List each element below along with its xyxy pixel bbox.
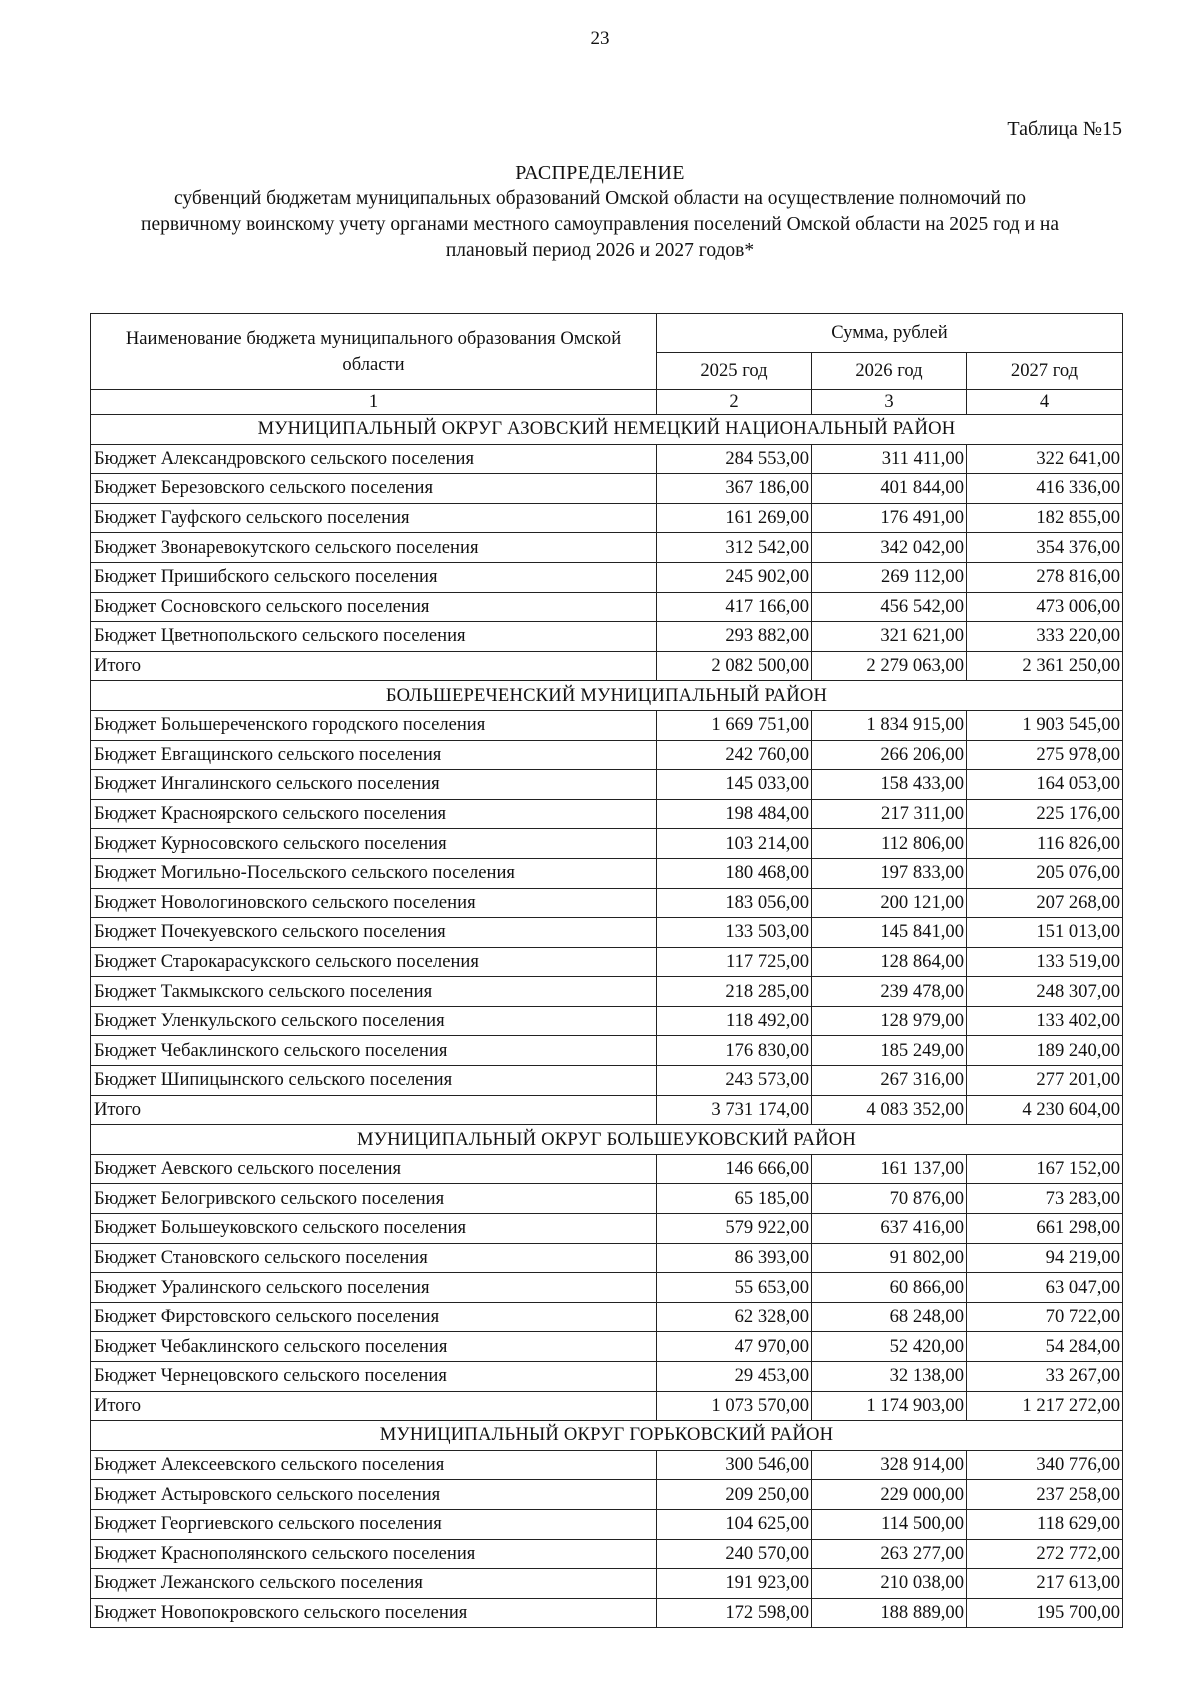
table-row bbox=[91, 1036, 1123, 1066]
amount-2027: 94 219,00 bbox=[967, 1243, 1123, 1273]
table-row bbox=[91, 1598, 1123, 1628]
amount-2027: 33 267,00 bbox=[967, 1362, 1123, 1392]
amount-2027: 354 376,00 bbox=[967, 533, 1123, 563]
budget-name: Бюджет Березовского сельского поселения bbox=[91, 474, 657, 504]
amount-2027: 70 722,00 bbox=[967, 1302, 1123, 1332]
total-row bbox=[91, 1391, 1123, 1421]
amount-2026: 1 834 915,00 bbox=[812, 710, 967, 740]
amount-2026: 4 083 352,00 bbox=[812, 1095, 967, 1125]
table-row bbox=[91, 1154, 1123, 1184]
amount-2027: 182 855,00 bbox=[967, 503, 1123, 533]
budget-name: Итого bbox=[91, 651, 657, 681]
amount-2027: 207 268,00 bbox=[967, 888, 1123, 918]
section-title: МУНИЦИПАЛЬНЫЙ ОКРУГ АЗОВСКИЙ НЕМЕЦКИЙ НАЦИОНАЛЬНЫЙ РАЙОН bbox=[91, 415, 1123, 445]
amount-2025: 55 653,00 bbox=[657, 1273, 812, 1303]
document-title bbox=[100, 160, 1100, 264]
amount-2026: 32 138,00 bbox=[812, 1362, 967, 1392]
amount-2027: 195 700,00 bbox=[967, 1598, 1123, 1628]
amount-2026: 210 038,00 bbox=[812, 1569, 967, 1599]
budget-name: Бюджет Могильно-Посельского сельского поселения bbox=[91, 858, 657, 888]
table-row bbox=[91, 1214, 1123, 1244]
table-row bbox=[91, 1243, 1123, 1273]
amount-2026: 145 841,00 bbox=[812, 918, 967, 948]
budget-name: Бюджет Белогривского сельского поселения bbox=[91, 1184, 657, 1214]
amount-2025: 29 453,00 bbox=[657, 1362, 812, 1392]
amount-2026: 2 279 063,00 bbox=[812, 651, 967, 681]
amount-2027: 167 152,00 bbox=[967, 1154, 1123, 1184]
amount-2026: 311 411,00 bbox=[812, 444, 967, 474]
amount-2026: 52 420,00 bbox=[812, 1332, 967, 1362]
amount-2027: 277 201,00 bbox=[967, 1066, 1123, 1096]
amount-2025: 218 285,00 bbox=[657, 977, 812, 1007]
table-row bbox=[91, 1006, 1123, 1036]
amount-2025: 118 492,00 bbox=[657, 1006, 812, 1036]
budget-name: Бюджет Уралинского сельского поселения bbox=[91, 1273, 657, 1303]
amount-2027: 473 006,00 bbox=[967, 592, 1123, 622]
amount-2027: 1 903 545,00 bbox=[967, 710, 1123, 740]
column-number: 1 bbox=[91, 390, 657, 415]
amount-2026: 321 621,00 bbox=[812, 622, 967, 652]
amount-2026: 197 833,00 bbox=[812, 858, 967, 888]
budget-name: Бюджет Становского сельского поселения bbox=[91, 1243, 657, 1273]
amount-2026: 91 802,00 bbox=[812, 1243, 967, 1273]
table-row bbox=[91, 799, 1123, 829]
amount-2026: 128 979,00 bbox=[812, 1006, 967, 1036]
amount-2025: 579 922,00 bbox=[657, 1214, 812, 1244]
title-line: первичному воинскому учету органами местного самоуправления поселений Омской области на 2025 год и на bbox=[141, 214, 1059, 235]
amount-2025: 146 666,00 bbox=[657, 1154, 812, 1184]
table-number: Таблица №15 bbox=[1007, 118, 1122, 140]
amount-2026: 158 433,00 bbox=[812, 770, 967, 800]
page-number: 23 bbox=[590, 28, 610, 49]
amount-2025: 117 725,00 bbox=[657, 947, 812, 977]
column-header-sum: Сумма, рублей bbox=[657, 314, 1123, 353]
amount-2027: 322 641,00 bbox=[967, 444, 1123, 474]
budget-name: Бюджет Большеуковского сельского поселения bbox=[91, 1214, 657, 1244]
budget-name: Бюджет Большереченского городского поселения bbox=[91, 710, 657, 740]
amount-2025: 1 073 570,00 bbox=[657, 1391, 812, 1421]
amount-2025: 104 625,00 bbox=[657, 1509, 812, 1539]
amount-2026: 401 844,00 bbox=[812, 474, 967, 504]
budget-name: Бюджет Старокарасукского сельского поселения bbox=[91, 947, 657, 977]
budget-name: Бюджет Сосновского сельского поселения bbox=[91, 592, 657, 622]
column-header-year: 2025 год bbox=[657, 353, 812, 390]
amount-2025: 191 923,00 bbox=[657, 1569, 812, 1599]
amount-2026: 200 121,00 bbox=[812, 888, 967, 918]
amount-2025: 86 393,00 bbox=[657, 1243, 812, 1273]
budget-name: Бюджет Краснополянского сельского поселения bbox=[91, 1539, 657, 1569]
amount-2026: 161 137,00 bbox=[812, 1154, 967, 1184]
amount-2025: 240 570,00 bbox=[657, 1539, 812, 1569]
column-header-year: 2026 год bbox=[812, 353, 967, 390]
table-row bbox=[91, 1509, 1123, 1539]
amount-2027: 278 816,00 bbox=[967, 562, 1123, 592]
amount-2025: 367 186,00 bbox=[657, 474, 812, 504]
budget-name: Бюджет Ингалинского сельского поселения bbox=[91, 770, 657, 800]
table-row bbox=[91, 829, 1123, 859]
amount-2027: 4 230 604,00 bbox=[967, 1095, 1123, 1125]
amount-2025: 209 250,00 bbox=[657, 1480, 812, 1510]
table-row bbox=[91, 1332, 1123, 1362]
amount-2026: 60 866,00 bbox=[812, 1273, 967, 1303]
amount-2026: 239 478,00 bbox=[812, 977, 967, 1007]
amount-2026: 217 311,00 bbox=[812, 799, 967, 829]
amount-2027: 189 240,00 bbox=[967, 1036, 1123, 1066]
amount-2027: 205 076,00 bbox=[967, 858, 1123, 888]
table-row bbox=[91, 947, 1123, 977]
section-title: МУНИЦИПАЛЬНЫЙ ОКРУГ ГОРЬКОВСКИЙ РАЙОН bbox=[91, 1421, 1123, 1451]
amount-2025: 312 542,00 bbox=[657, 533, 812, 563]
amount-2026: 70 876,00 bbox=[812, 1184, 967, 1214]
table-row bbox=[91, 1569, 1123, 1599]
table-row bbox=[91, 1450, 1123, 1480]
amount-2027: 237 258,00 bbox=[967, 1480, 1123, 1510]
title-heading: РАСПРЕДЕЛЕНИЕ bbox=[515, 162, 685, 184]
section-row bbox=[91, 681, 1123, 711]
column-number: 4 bbox=[967, 390, 1123, 415]
amount-2025: 2 082 500,00 bbox=[657, 651, 812, 681]
table-row bbox=[91, 503, 1123, 533]
amount-2025: 133 503,00 bbox=[657, 918, 812, 948]
amount-2027: 1 217 272,00 bbox=[967, 1391, 1123, 1421]
budget-name: Бюджет Новологиновского сельского поселения bbox=[91, 888, 657, 918]
amount-2026: 328 914,00 bbox=[812, 1450, 967, 1480]
budget-name: Бюджет Чебаклинского сельского поселения bbox=[91, 1036, 657, 1066]
table-row bbox=[91, 918, 1123, 948]
budget-name: Бюджет Алексеевского сельского поселения bbox=[91, 1450, 657, 1480]
table-row bbox=[91, 533, 1123, 563]
table-row bbox=[91, 592, 1123, 622]
column-number: 3 bbox=[812, 390, 967, 415]
amount-2027: 416 336,00 bbox=[967, 474, 1123, 504]
amount-2025: 242 760,00 bbox=[657, 740, 812, 770]
amount-2026: 176 491,00 bbox=[812, 503, 967, 533]
table-row bbox=[91, 622, 1123, 652]
amount-2027: 133 519,00 bbox=[967, 947, 1123, 977]
column-header-name: Наименование бюджета муниципального образования Омской области bbox=[91, 314, 657, 390]
title-line: субвенций бюджетам муниципальных образований Омской области на осуществление полномочий по bbox=[173, 188, 1027, 209]
amount-2025: 65 185,00 bbox=[657, 1184, 812, 1214]
amount-2027: 54 284,00 bbox=[967, 1332, 1123, 1362]
budget-name: Бюджет Пришибского сельского поселения bbox=[91, 562, 657, 592]
amount-2026: 266 206,00 bbox=[812, 740, 967, 770]
table-row bbox=[91, 888, 1123, 918]
budget-name: Бюджет Почекуевского сельского поселения bbox=[91, 918, 657, 948]
budget-name: Бюджет Лежанского сельского поселения bbox=[91, 1569, 657, 1599]
amount-2026: 267 316,00 bbox=[812, 1066, 967, 1096]
table-row bbox=[91, 740, 1123, 770]
amount-2025: 300 546,00 bbox=[657, 1450, 812, 1480]
amount-2026: 128 864,00 bbox=[812, 947, 967, 977]
section-title: БОЛЬШЕРЕЧЕНСКИЙ МУНИЦИПАЛЬНЫЙ РАЙОН bbox=[91, 681, 1123, 711]
amount-2026: 229 000,00 bbox=[812, 1480, 967, 1510]
amount-2026: 263 277,00 bbox=[812, 1539, 967, 1569]
amount-2025: 245 902,00 bbox=[657, 562, 812, 592]
table-row bbox=[91, 1066, 1123, 1096]
table-row bbox=[91, 1480, 1123, 1510]
budget-name: Бюджет Аевского сельского поселения bbox=[91, 1154, 657, 1184]
amount-2027: 661 298,00 bbox=[967, 1214, 1123, 1244]
amount-2027: 116 826,00 bbox=[967, 829, 1123, 859]
amount-2027: 248 307,00 bbox=[967, 977, 1123, 1007]
subvention-table bbox=[90, 313, 1123, 1628]
amount-2027: 225 176,00 bbox=[967, 799, 1123, 829]
amount-2025: 47 970,00 bbox=[657, 1332, 812, 1362]
amount-2025: 103 214,00 bbox=[657, 829, 812, 859]
amount-2025: 183 056,00 bbox=[657, 888, 812, 918]
amount-2027: 164 053,00 bbox=[967, 770, 1123, 800]
amount-2026: 269 112,00 bbox=[812, 562, 967, 592]
amount-2025: 172 598,00 bbox=[657, 1598, 812, 1628]
budget-name: Бюджет Новопокровского сельского поселения bbox=[91, 1598, 657, 1628]
table-row bbox=[91, 1539, 1123, 1569]
amount-2027: 118 629,00 bbox=[967, 1509, 1123, 1539]
amount-2026: 456 542,00 bbox=[812, 592, 967, 622]
amount-2025: 1 669 751,00 bbox=[657, 710, 812, 740]
section-title: МУНИЦИПАЛЬНЫЙ ОКРУГ БОЛЬШЕУКОВСКИЙ РАЙОН bbox=[91, 1125, 1123, 1155]
amount-2027: 2 361 250,00 bbox=[967, 651, 1123, 681]
budget-name: Бюджет Курносовского сельского поселения bbox=[91, 829, 657, 859]
amount-2026: 112 806,00 bbox=[812, 829, 967, 859]
amount-2027: 340 776,00 bbox=[967, 1450, 1123, 1480]
section-row bbox=[91, 1421, 1123, 1451]
title-line: плановый период 2026 и 2027 годов* bbox=[445, 240, 755, 261]
amount-2025: 3 731 174,00 bbox=[657, 1095, 812, 1125]
amount-2026: 637 416,00 bbox=[812, 1214, 967, 1244]
amount-2027: 217 613,00 bbox=[967, 1569, 1123, 1599]
budget-name: Бюджет Гауфского сельского поселения bbox=[91, 503, 657, 533]
table-row bbox=[91, 977, 1123, 1007]
amount-2025: 180 468,00 bbox=[657, 858, 812, 888]
table-row bbox=[91, 1273, 1123, 1303]
amount-2026: 188 889,00 bbox=[812, 1598, 967, 1628]
table-row bbox=[91, 858, 1123, 888]
column-number: 2 bbox=[657, 390, 812, 415]
table-row bbox=[91, 710, 1123, 740]
amount-2027: 151 013,00 bbox=[967, 918, 1123, 948]
amount-2027: 63 047,00 bbox=[967, 1273, 1123, 1303]
table-body bbox=[91, 415, 1123, 1628]
table-row bbox=[91, 444, 1123, 474]
section-row bbox=[91, 1125, 1123, 1155]
amount-2025: 198 484,00 bbox=[657, 799, 812, 829]
amount-2025: 284 553,00 bbox=[657, 444, 812, 474]
amount-2026: 68 248,00 bbox=[812, 1302, 967, 1332]
amount-2026: 1 174 903,00 bbox=[812, 1391, 967, 1421]
amount-2027: 333 220,00 bbox=[967, 622, 1123, 652]
total-row bbox=[91, 1095, 1123, 1125]
amount-2025: 243 573,00 bbox=[657, 1066, 812, 1096]
budget-name: Бюджет Фирстовского сельского поселения bbox=[91, 1302, 657, 1332]
amount-2025: 417 166,00 bbox=[657, 592, 812, 622]
table-row bbox=[91, 1362, 1123, 1392]
amount-2027: 133 402,00 bbox=[967, 1006, 1123, 1036]
amount-2027: 272 772,00 bbox=[967, 1539, 1123, 1569]
budget-name: Бюджет Уленкульского сельского поселения bbox=[91, 1006, 657, 1036]
budget-name: Бюджет Чебаклинского сельского поселения bbox=[91, 1332, 657, 1362]
budget-name: Бюджет Чернецовского сельского поселения bbox=[91, 1362, 657, 1392]
amount-2025: 161 269,00 bbox=[657, 503, 812, 533]
budget-name: Бюджет Астыровского сельского поселения bbox=[91, 1480, 657, 1510]
amount-2025: 145 033,00 bbox=[657, 770, 812, 800]
amount-2027: 73 283,00 bbox=[967, 1184, 1123, 1214]
amount-2026: 185 249,00 bbox=[812, 1036, 967, 1066]
amount-2025: 62 328,00 bbox=[657, 1302, 812, 1332]
budget-name: Итого bbox=[91, 1095, 657, 1125]
budget-name: Бюджет Александровского сельского поселения bbox=[91, 444, 657, 474]
budget-name: Бюджет Шипицынского сельского поселения bbox=[91, 1066, 657, 1096]
budget-name: Бюджет Георгиевского сельского поселения bbox=[91, 1509, 657, 1539]
budget-name: Бюджет Красноярского сельского поселения bbox=[91, 799, 657, 829]
amount-2026: 114 500,00 bbox=[812, 1509, 967, 1539]
column-header-year: 2027 год bbox=[967, 353, 1123, 390]
table-row bbox=[91, 474, 1123, 504]
section-row bbox=[91, 415, 1123, 445]
table-row bbox=[91, 562, 1123, 592]
amount-2026: 342 042,00 bbox=[812, 533, 967, 563]
budget-name: Бюджет Евгащинского сельского поселения bbox=[91, 740, 657, 770]
total-row bbox=[91, 651, 1123, 681]
budget-name: Бюджет Звонаревокутского сельского поселения bbox=[91, 533, 657, 563]
budget-name: Итого bbox=[91, 1391, 657, 1421]
amount-2025: 176 830,00 bbox=[657, 1036, 812, 1066]
table-row bbox=[91, 1184, 1123, 1214]
budget-name: Бюджет Цветнопольского сельского поселения bbox=[91, 622, 657, 652]
amount-2027: 275 978,00 bbox=[967, 740, 1123, 770]
budget-name: Бюджет Такмыкского сельского поселения bbox=[91, 977, 657, 1007]
table-row bbox=[91, 1302, 1123, 1332]
amount-2025: 293 882,00 bbox=[657, 622, 812, 652]
table-row bbox=[91, 770, 1123, 800]
